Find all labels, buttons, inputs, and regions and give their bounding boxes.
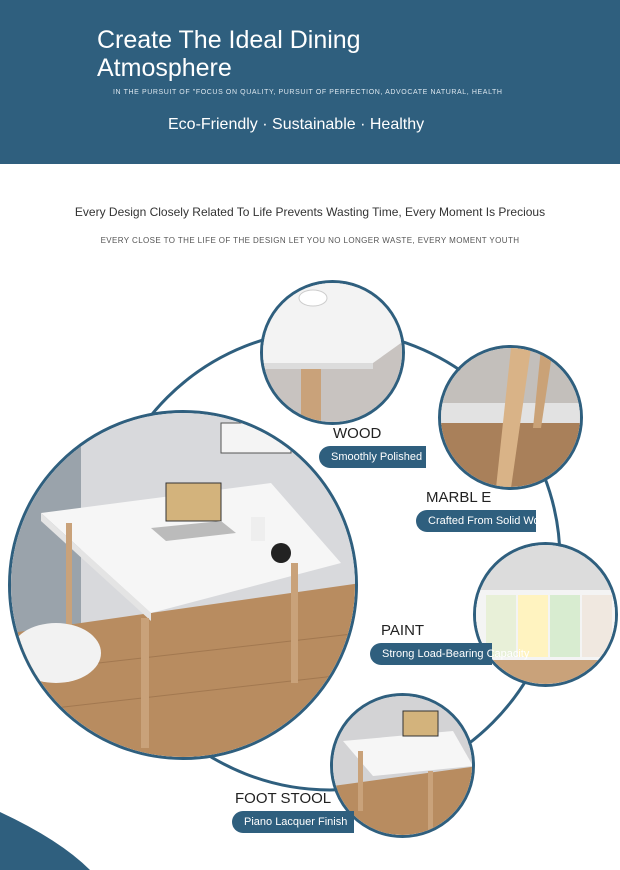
section-heading: Every Design Closely Related To Life Prevents Wasting Time, Every Moment Is Precious bbox=[74, 205, 546, 219]
feature-title-paint: PAINT bbox=[381, 622, 425, 639]
section-subheading: EVERY CLOSE TO THE LIFE OF THE DESIGN LET YOU NO LONGER WASTE, EVERY MOMENT YOUTH bbox=[100, 236, 520, 245]
books-shelf-image bbox=[473, 542, 618, 687]
feature-desc-paint bbox=[370, 643, 530, 665]
banner-title: Create The Ideal Dining Atmosphere bbox=[97, 26, 361, 82]
feature-desc-marble-text: Crafted From Solid Wood bbox=[428, 515, 552, 527]
feature-title-foot-stool: FOOT STOOL bbox=[235, 790, 332, 807]
desk-scene-illustration bbox=[11, 413, 358, 760]
feature-desc-foot-stool bbox=[232, 811, 354, 833]
banner-eco-slogan: Eco-Friendly · Sustainable · Healthy bbox=[168, 116, 425, 133]
wood-leg-image bbox=[438, 345, 583, 490]
feature-desc-marble bbox=[416, 510, 552, 532]
feature-desc-paint-text: Strong Load-Bearing Capacity bbox=[382, 648, 530, 660]
feature-title-wood: WOOD bbox=[333, 425, 382, 442]
feature-title-marble: MARBL E bbox=[426, 489, 492, 506]
desk-corner-image bbox=[260, 280, 405, 425]
feature-desc-wood-text: Smoothly Polished bbox=[331, 451, 423, 463]
feature-desc-foot-stool-text: Piano Lacquer Finish bbox=[244, 816, 348, 828]
desk-main-image bbox=[8, 410, 358, 760]
feature-desc-wood bbox=[319, 446, 426, 468]
banner-tagline: IN THE PURSUIT OF "FOCUS ON QUALITY, PURSUIT OF PERFECTION, ADVOCATE NATURAL, HEALTH bbox=[113, 89, 503, 96]
